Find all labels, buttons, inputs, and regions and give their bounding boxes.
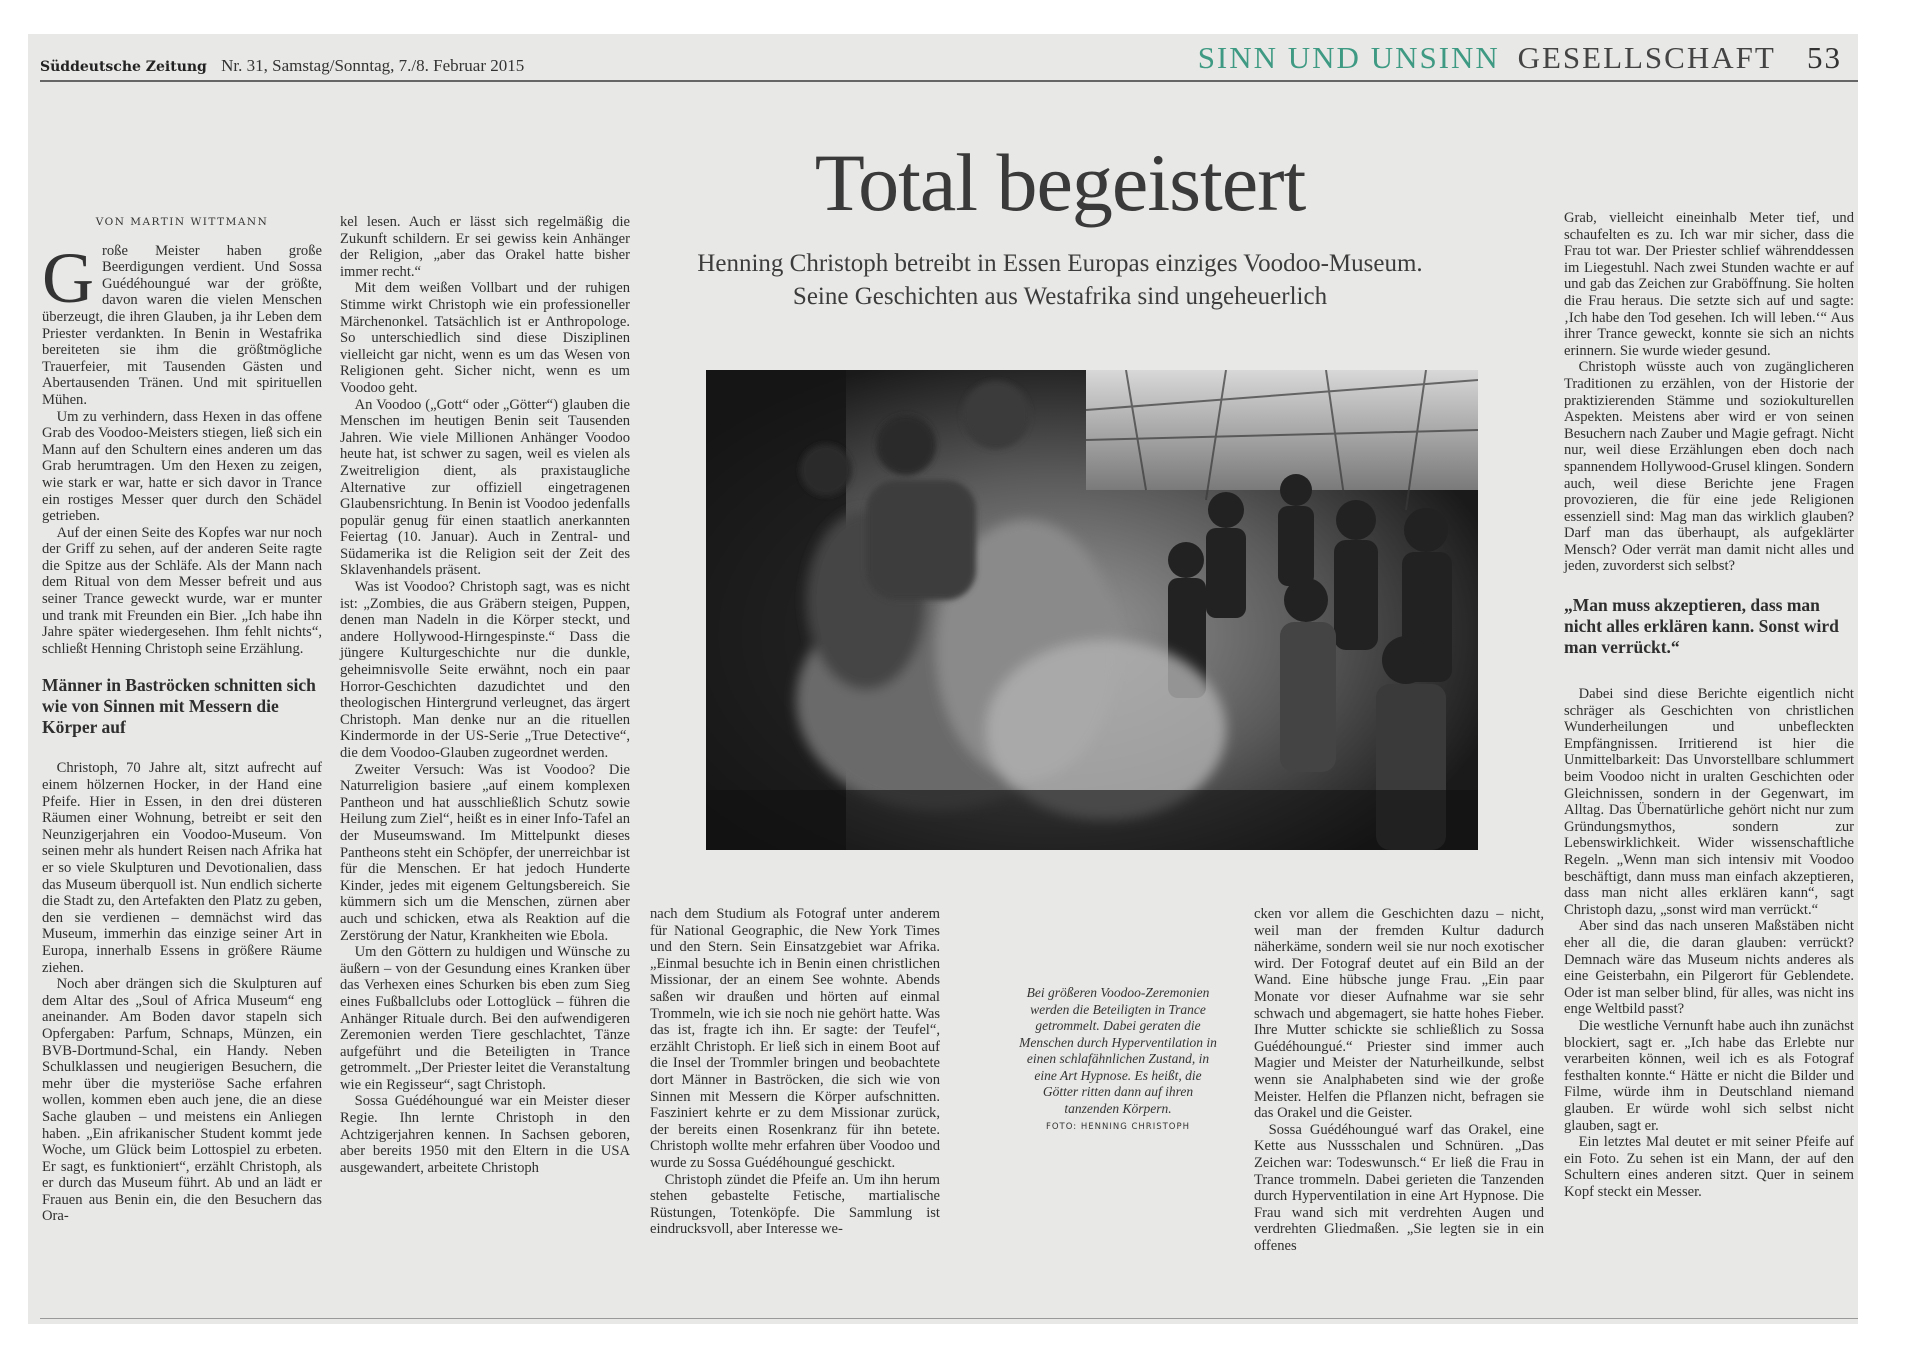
article-paragraph: Christoph zündet die Pfeife an. Um ihn herum stehen gebastelte Fetische, martialische Rüstungen, Totenköpfe. Die Sammlung ist eindrucksvoll, aber Interesse we-: [650, 1171, 940, 1238]
article-column-2: [340, 214, 630, 1176]
article-column-1: [42, 214, 322, 1225]
article-paragraph: Aber sind das nach unseren Maßstäben nicht eher all die, die daran glauben: verrückt? Demnach wäre das Museum nichts anderes als eine Geisterbahn, ein Pilgerort für Geblendete. Oder ist man selber blind, für alles, was nicht ins enge Weltbild passt?: [1564, 918, 1854, 1018]
article-paragraph: Ein letztes Mal deutet er mit seiner Pfeife auf ein Foto. Zu sehen ist ein Mann, der auf den Schultern eines anderen sitzt. Quer in seinem Kopf steckt ein Messer.: [1564, 1134, 1854, 1200]
photo-caption: [1018, 985, 1218, 1136]
article-paragraph: kel lesen. Auch er lässt sich regelmäßig die Zukunft schildern. Er sei gewiss kein Anhänger der Religion, „aber das Orakel hatte bisher immer recht.“: [340, 214, 630, 280]
header-rule: [40, 80, 1858, 82]
photo-credit: FOTO: HENNING CHRISTOPH: [1045, 1122, 1191, 1132]
article-column-3: [650, 906, 940, 1238]
deck-line-2: Seine Geschichten aus Westafrika sind ungeheuerlich: [792, 282, 1328, 310]
article-column-4: [1254, 906, 1544, 1254]
article-paragraph: Sossa Guédéhoungué war ein Meister dieser Regie. Ihn lernte Christoph in den Achtzigerjahren kennen. In Sachsen geboren, aber bereits 1950 mit den Eltern in die USA ausgewandert, arbeitete Christoph: [340, 1093, 630, 1176]
page-number: 53: [1807, 40, 1842, 75]
article-paragraph: Auf der einen Seite des Kopfes war nur noch der Griff zu sehen, auf der anderen Seite ragte die Spitze aus der Schläfe. Als der Mann nach dem Ritual von dem Messer befreit und aus seiner Trance geweckt wurde, war er munter und trank mit Freunden ein Bier. „Ich habe ihn Jahre später wiedergesehen. Ihm fehlt nichts“, schließt Henning Christoph seine Erzählung.: [42, 524, 322, 657]
article-column-5: [1564, 210, 1854, 1200]
article-paragraph: Zweiter Versuch: Was ist Voodoo? Die Naturreligion basiere „auf einem komplexen Pantheon und hat ausschließlich Schutz sowie Heilung zum Ziel“, heißt es in einer Info-Tafel an der Museumswand. Im Mittelpunkt dieses Pantheons steht ein Schöpfer, der unerreichbar ist für die Menschen. Er hat jedoch Hunderte Kinder, jedes mit eigenem Geltungsbereich. Sie kümmern sich um die Menschen, zürnen aber auch und schicken, etwa als Reaktion auf die Zerstörung der Natur, Krankheiten wie Ebola.: [340, 761, 630, 944]
newspaper-brand: Süddeutsche Zeitung: [40, 59, 207, 75]
article-paragraph: Um zu verhindern, dass Hexen in das offene Grab des Voodoo-Meisters stiegen, ließ sich ein Mann auf den Schultern eines anderen um das Grab herumtragen. Um den Hexen zu zeigen, wie stark er war, hatte er sich davor in Trance ein rostiges Messer quer durch den Schädel getrieben.: [42, 408, 322, 525]
article-paragraph: Was ist Voodoo? Christoph sagt, was es nicht ist: „Zombies, die aus Gräbern steigen, Puppen, denen man Nadeln in die Körper steckt, und andere Hollywood-Hirngespinste.“ Dass die jüngere Kulturgeschichte nur die dunkle, geheimnisvolle Seite erwähnt, noch ein paar Horror-Geschichten dazudichtet und den theologischen Hintergrund verleugnet, das ärgert Christoph. Man denke nur an die rituellen Kindermorde in der US-Serie „True Detective“, die dem Voodoo-Glauben zugeordnet werden.: [340, 579, 630, 761]
headline: Total begeistert: [814, 137, 1306, 228]
drop-cap: G: [42, 237, 94, 318]
article-paragraph: Christoph, 70 Jahre alt, sitzt aufrecht auf einem hölzernen Hocker, in der Hand eine Pfeife. Hier in Essen, in den drei düsteren Räumen einer Wohnung, betreibt er seit den Neunzigerjahren ein Voodoo-Museum. Von seinen mehr als hundert Reisen nach Afrika hat er so viele Skulpturen und Devotionalien, dass das Museum überquoll ist. Nun endlich sicherte die Stadt zu, den Artefakten den Platz zu geben, den sie verdienen – demnächst wird das Museum, immerhin das einzige seiner Art in Europa, innerhalb Essens in größere Räume ziehen.: [42, 760, 322, 976]
paragraph-text: roße Meister haben große Beerdigungen verdient. Und Sossa Guédéhoungué war der größte, davon waren die vielen Menschen überzeugt, die ihren Glauben, ja ihr Leben dem Priester verdankten. In Benin in Westafrika bereiteten sie ihm die größtmögliche Trauerfeier, mit Tausenden Gästen und Abertausenden Tränen. Und mit spirituellen Mühen.: [42, 242, 322, 408]
pull-quote: „Man muss akzeptieren, dass man nicht alles erklären kann. Sonst wird man verrückt.“: [1564, 595, 1839, 658]
section-header: [1198, 40, 1842, 76]
issue-line: Nr. 31, Samstag/Sonntag, 7./8. Februar 2015: [221, 56, 525, 75]
section-kicker: SINN UND UNSINN: [1197, 40, 1500, 75]
deck: [640, 248, 1480, 313]
article-paragraph: Grab, vielleicht eineinhalb Meter tief, und schaufelten es zu. Ich war mir sicher, dass die Frau tot war. Der Priester schlief währenddessen im Liegestuhl. Nach zwei Stunden wachte er auf und gab das Zeichen zur Graböffnung. Sie holten die Frau heraus. Die setzte sich auf und sagte: ‚Ich habe den Tod gesehen. Ich will leben.‘“ Aus ihrer Trance geweckt, konnte sie sich an nichts erinnern. Sie wurde wieder gesund.: [1564, 210, 1854, 359]
article-paragraph: Noch aber drängen sich die Skulpturen auf dem Altar des „Soul of Africa Museum“ eng aneinander. Am Boden davor stapeln sich Opfergaben: Parfum, Schnaps, Münzen, ein BVB-Dortmund-Schal, ein Handy. Neben Schulklassen und neugierigen Besuchern, die mehr über die mysteriöse Sache erfahren wollen, kommen eben auch jene, die an diese Sache glauben – und meistens ein Anliegen haben. „Ein afrikanischer Student kommt jede Woche, um Glück beim Lottospiel zu erbeten. Er sagt, es funktioniert“, erzählt Christoph, als er durch das Museum führt. Ab und an lädt er Frauen aus Benin ein, die den Besuchern das Ora-: [42, 976, 322, 1225]
article-paragraph: An Voodoo („Gott“ oder „Götter“) glauben die Menschen im heutigen Benin seit Tausenden Jahren. Wie viele Millionen Anhänger Voodoo heute hat, ist schwer zu sagen, weil es vielen als Zweitreligion dient, als praxistaugliche Alternative zur offiziell eingetragenen Glaubensrichtung. In Benin ist Voodoo jedenfalls populär genug für einen staatlich anerkannten Feiertag (10. Januar). Auch in Zentral- und Südamerika ist die Religion seit der Zeit des Sklavenhandels präsent.: [340, 396, 630, 579]
byline: VON MARTIN WITTMANN: [95, 216, 269, 228]
article-paragraph: Um den Göttern zu huldigen und Wünsche zu äußern – von der Gesundung eines Kranken über das Verhexen eines Schurken bis eben zum Sieg eines Fußballclubs oder Lottoglück – führen die Anhänger Rituale durch. Bei den aufwendigeren Zeremonien werden Tiere geschlachtet, Tänze aufgeführt und die Beteiligten in Trance getrommelt. „Der Priester leitet die Veranstaltung wie ein Regisseur“, sagt Christoph.: [340, 944, 630, 1093]
ceremony-photo: [706, 370, 1478, 850]
caption-text: Bei größeren Voodoo-Zeremonien werden die Beteiligten in Trance getrommelt. Dabei geraten die Menschen durch Hyperventilation in einen schlafähnlichen Zustand, in eine Art Hypnose. Es heißt, die Götter ritten dann auf ihren tanzenden Körpern.: [1019, 985, 1217, 1116]
article-paragraph: Christoph wüsste auch von zugänglicheren Traditionen zu erzählen, von der Historie der praktizierenden Stämme und soziokulturellen Aspekten. Meistens aber wird er von seinen Besuchern nach Zauber und Magie gefragt. Nicht nur, weil diese Erzählungen eben doch nach spannendem Hollywood-Grusel klingen. Sondern auch, weil diese Berichte jene Fragen provozieren, die für eine jede Religionen essenziell sind: Mag man das wirklich glauben? Darf man das überhaupt, als aufgeklärter Mensch? Oder verrät man damit nicht alles und jeden, zuvorderst sich selbst?: [1564, 359, 1854, 575]
article-paragraph: Sossa Guédéhoungué warf das Orakel, eine Kette aus Nussschalen und Schnüren. „Das Zeichen war: Todeswunsch.“ Er ließ die Frau in Trance trommeln. Dabei gerieten die Tanzenden durch Hyperventilation in eine Art Hypnose. Die Frau wand sich mit verdrehten Augen und verdrehten Gliedmaßen. „Sie legten sie in ein offenes: [1254, 1121, 1544, 1254]
article-paragraph: cken vor allem die Geschichten dazu – nicht, weil man der fremden Kultur dadurch näherkäme, sondern weil sie nur noch exotischer wird. Der Fotograf deutet auf ein Bild an der Wand. Eine hübsche junge Frau. „Ein paar Monate vor dieser Aufnahme war sie sehr schwach und abgemagert, sie hatte hohes Fieber. Ihre Mutter schickte sie schließlich zu Sossa Guédéhoungué.“ Priester sind immer auch Magier und Meister der Naturheilkunde, selbst wenn sie Analphabeten sind wie der große Meister. Helfen die Pflanzen nicht, befragen sie das Orakel und die Geister.: [1254, 906, 1544, 1122]
article-paragraph: [42, 237, 322, 409]
article-paragraph: Dabei sind diese Berichte eigentlich nicht schräger als Geschichten von christlichen Wunderheilungen und unbefleckten Empfängnissen. Irritierend ist hier die Unmittelbarkeit: Das Unvorstellbare schlummert beim Voodoo nicht in uralten Geschichten oder Gleichnissen, sondern in der Gegenwart, im Alltag. Das Übernatürliche gehört nicht nur zum Gründungsmythos, sondern zur Lebenswirklichkeit. Wider wissenschaftliche Regeln. „Wenn man sich intensiv mit Voodoo beschäftigt, dann muss man einfach akzeptieren, dass man nicht alles erklären kann“, sagt Christoph dazu, „sonst wird man verrückt.“: [1564, 686, 1854, 918]
masthead: [40, 56, 524, 76]
deck-line-1: Henning Christoph betreibt in Essen Europas einziges Voodoo-Museum.: [697, 250, 1423, 277]
section-name: GESELLSCHAFT: [1517, 40, 1776, 75]
article-paragraph: nach dem Studium als Fotograf unter anderem für National Geographic, die New York Times und den Stern. Sein Einsatzgebiet war Afrika. „Einmal besuchte ich in Benin einen christlichen Missionar, der an einem See wohnte. Abends saßen wir draußen und hörten auf einmal Trommeln, wie ich sie noch nie gehört hatte. Was das ist, fragte ich ihn. Er sagte: der Teufel“, erzählt Christoph. Er ließ sich in einem Boot auf die Insel der Trommler bringen und beobachtete dort Männer in Baströcken, die sich wie von Sinnen mit Messern die Körper aufschnitten. Fasziniert kehrte er zu dem Missionar zurück, der bereits einen Rosenkranz für ihn betete. Christoph wollte mehr erfahren über Voodoo und wurde zu Sossa Guédéhoungué geschickt.: [650, 906, 940, 1171]
footer-rule: [40, 1318, 1858, 1319]
column-subhead: Männer in Baströcken schnitten sich wie von Sinnen mit Messern die Körper auf: [42, 675, 316, 738]
article-paragraph: Die westliche Vernunft habe auch ihn zunächst blockiert, sagt er. „Ich habe das Erlebte nur verarbeiten können, weil ich es als Fotograf festhalten konnte.“ Hätte er nicht die Bilder und Filme, würde ihm in Deutschland niemand glauben. Er würde wohl sich selbst nicht glauben, sagt er.: [1564, 1017, 1854, 1134]
article-paragraph: Mit dem weißen Vollbart und der ruhigen Stimme wirkt Christoph wie ein professioneller Märchenonkel. Tatsächlich ist er Anthropologe. So unterschiedlich sind diese Disziplinen vielleicht gar nicht, wenn es um das Wesen von Religionen geht. Sicher nicht, wenn es um Voodoo geht.: [340, 280, 630, 396]
